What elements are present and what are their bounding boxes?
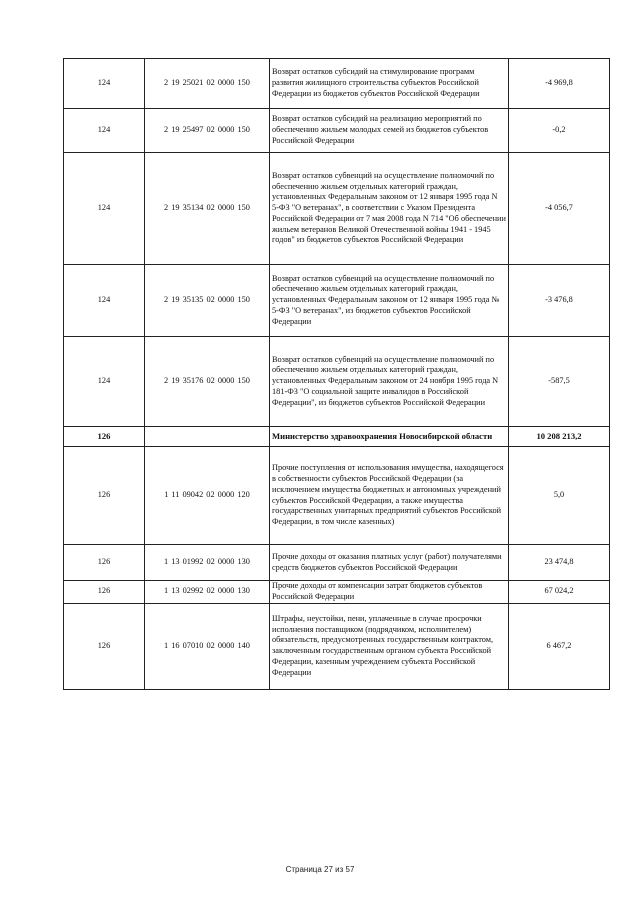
admin-code-cell: 126 (64, 603, 145, 689)
revenue-table (63, 58, 610, 690)
revenue-name-cell: Возврат остатков субвенций на осуществление полномочий по обеспечению жильем отдельных категорий граждан, установленных Федеральным законом от 12 января 1995 года N 5-ФЗ "О ветеранах", в соответствии с Указом Президента Российской Федерации от 7 мая 2008 года N 714 "Об обеспечении жильем ветеранов Великой Отечественной войны 1941 - 1945 годов" из бюджетов субъектов Российской Федерации (270, 153, 509, 265)
table-row (64, 153, 610, 265)
budget-code-cell: 1 13 02992 02 0000 130 (145, 581, 270, 604)
budget-code-cell: 2 19 35176 02 0000 150 (145, 337, 270, 427)
admin-code-cell: 126 (64, 447, 145, 545)
table-row (64, 545, 610, 581)
revenue-name-cell: Прочие доходы от компенсации затрат бюджетов субъектов Российской Федерации (270, 581, 509, 604)
amount-cell: 5,0 (509, 447, 610, 545)
amount-cell: -587,5 (509, 337, 610, 427)
admin-code-cell: 124 (64, 59, 145, 109)
table-body (64, 59, 610, 690)
admin-code-cell: 126 (64, 545, 145, 581)
revenue-name-cell: Возврат остатков субсидий на реализацию мероприятий по обеспечению жильем молодых семей из бюджетов субъектов Российской Федерации (270, 109, 509, 153)
budget-code-cell: 2 19 35134 02 0000 150 (145, 153, 270, 265)
amount-cell: -0,2 (509, 109, 610, 153)
table-row (64, 109, 610, 153)
table-row-header (64, 427, 610, 447)
page-footer: Страница 27 из 57 (285, 865, 355, 874)
revenue-name-cell: Прочие доходы от оказания платных услуг (работ) получателями средств бюджетов субъектов Российской Федерации (270, 545, 509, 581)
admin-code-cell: 124 (64, 265, 145, 337)
table-row (64, 59, 610, 109)
budget-code-cell (145, 427, 270, 447)
revenue-name-cell: Возврат остатков субсидий на стимулирование программ развития жилищного строительства субъектов Российской Федерации из бюджетов субъектов Российской Федерации (270, 59, 509, 109)
budget-code-cell: 1 13 01992 02 0000 130 (145, 545, 270, 581)
budget-code-cell: 2 19 25497 02 0000 150 (145, 109, 270, 153)
budget-code-cell: 2 19 25021 02 0000 150 (145, 59, 270, 109)
amount-cell: 23 474,8 (509, 545, 610, 581)
admin-code-cell: 126 (64, 581, 145, 604)
amount-cell: -4 969,8 (509, 59, 610, 109)
admin-code-cell: 124 (64, 109, 145, 153)
amount-cell: -4 056,7 (509, 153, 610, 265)
table-row (64, 337, 610, 427)
budget-code-cell: 2 19 35135 02 0000 150 (145, 265, 270, 337)
revenue-name-cell: Возврат остатков субвенций на осуществление полномочий по обеспечению жильем отдельных категорий граждан, установленных Федеральным законом от 24 ноября 1995 года N 181-ФЗ "О социальной защите инвалидов в Российской Федерации", из бюджетов субъектов Российской Федерации (270, 337, 509, 427)
admin-code-cell: 124 (64, 337, 145, 427)
revenue-name-cell: Возврат остатков субвенций на осуществление полномочий по обеспечению жильем отдельных категорий граждан, установленных Федеральным законом от 12 января 1995 года № 5-ФЗ "О ветеранах", из бюджетов субъектов Российской Федерации (270, 265, 509, 337)
admin-code-cell: 126 (64, 427, 145, 447)
table-row (64, 581, 610, 604)
amount-cell: 67 024,2 (509, 581, 610, 604)
revenue-name-cell: Штрафы, неустойки, пени, уплаченные в случае просрочки исполнения поставщиком (подрядчиком, исполнителем) обязательств, предусмотренных государственным контрактом, заключенным государственным органом субъекта Российской Федерации, казенным учреждением субъекта Российской Федерации (270, 603, 509, 689)
budget-code-cell: 1 16 07010 02 0000 140 (145, 603, 270, 689)
amount-cell: 6 467,2 (509, 603, 610, 689)
table-row (64, 447, 610, 545)
admin-code-cell: 124 (64, 153, 145, 265)
table-row (64, 603, 610, 689)
revenue-name-cell: Министерство здравоохранения Новосибирской области (270, 427, 509, 447)
table-row (64, 265, 610, 337)
amount-cell: 10 208 213,2 (509, 427, 610, 447)
revenue-name-cell: Прочие поступления от использования имущества, находящегося в собственности субъектов Российской Федерации (за исключением имущества бюджетных и автономных учреждений субъектов Российской Федерации, а также имущества государственных унитарных предприятий субъектов Российской Федерации, в том числе казенных) (270, 447, 509, 545)
budget-code-cell: 1 11 09042 02 0000 120 (145, 447, 270, 545)
amount-cell: -3 476,8 (509, 265, 610, 337)
